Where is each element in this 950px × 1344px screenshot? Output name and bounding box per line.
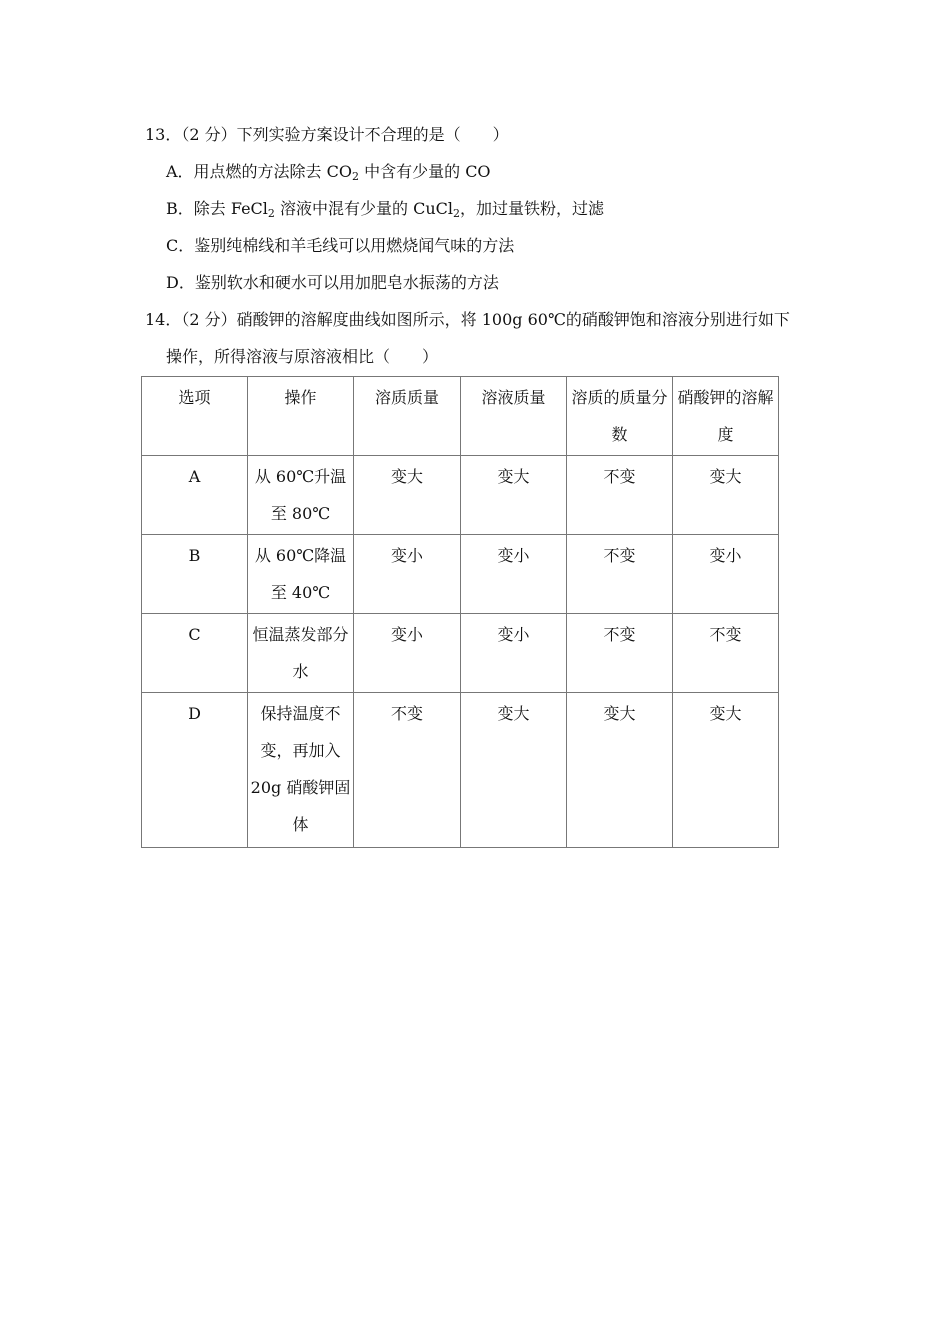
table-cell: 变大 xyxy=(673,693,779,848)
table-cell: 变大 xyxy=(673,456,779,535)
table-cell: 变小 xyxy=(461,535,567,614)
table-cell: 变大 xyxy=(461,456,567,535)
q13-stem: 13．（2 分）下列实验方案设计不合理的是（ ） xyxy=(145,125,509,144)
table-header-cell: 溶质的质量分数 xyxy=(567,377,673,456)
table-cell: 不变 xyxy=(567,614,673,693)
q13-option-c: C．鉴别纯棉线和羊毛线可以用燃烧闻气味的方法 xyxy=(166,236,515,255)
table-cell: 不变 xyxy=(673,614,779,693)
table-cell: 变小 xyxy=(354,535,461,614)
q13-option-a xyxy=(166,162,491,182)
table-row xyxy=(142,535,779,614)
table-cell: 不变 xyxy=(567,535,673,614)
table-row xyxy=(142,456,779,535)
q13-option-b-text: B．除去 FeCl xyxy=(166,199,268,218)
q14-stem-line-2: 操作，所得溶液与原溶液相比（ ） xyxy=(166,347,439,366)
table-cell: D xyxy=(142,693,248,848)
table-cell: 变大 xyxy=(354,456,461,535)
table-cell: 保持温度不变，再加入 20g 硝酸钾固体 xyxy=(248,693,354,848)
q13-option-a-text: A．用点燃的方法除去 CO xyxy=(166,162,353,181)
table-row xyxy=(142,614,779,693)
q13-option-b-subscript-2: 2 xyxy=(453,207,460,220)
table-cell: 变小 xyxy=(461,614,567,693)
q13-option-b xyxy=(166,199,604,219)
table-cell: C xyxy=(142,614,248,693)
table-header-cell: 选项 xyxy=(142,377,248,456)
table-header-cell: 硝酸钾的溶解度 xyxy=(673,377,779,456)
table-header-cell: 溶质质量 xyxy=(354,377,461,456)
table-cell: 不变 xyxy=(354,693,461,848)
q13-option-b-subscript-1: 2 xyxy=(267,207,275,220)
table-cell: 从 60℃降温至 40℃ xyxy=(248,535,354,614)
table-cell: 变小 xyxy=(673,535,779,614)
table-header-row xyxy=(142,377,779,456)
q13-option-d: D．鉴别软水和硬水可以用加肥皂水振荡的方法 xyxy=(166,273,499,292)
table-cell: A xyxy=(142,456,248,535)
q13-option-b-tail: ，加过量铁粉，过滤 xyxy=(460,199,605,218)
solubility-table xyxy=(141,376,779,848)
q13-option-a-tail: 中含有少量的 CO xyxy=(359,162,491,181)
q13-option-b-mid: 溶液中混有少量的 CuCl xyxy=(274,199,453,218)
table-row xyxy=(142,693,779,848)
table-cell: 恒温蒸发部分水 xyxy=(248,614,354,693)
table-cell: 从 60℃升温至 80℃ xyxy=(248,456,354,535)
q13-option-a-subscript: 2 xyxy=(352,170,360,183)
table-cell: 变小 xyxy=(354,614,461,693)
q14-stem-line-1: 14．（2 分）硝酸钾的溶解度曲线如图所示，将 100g 60℃的硝酸钾饱和溶液分别进行如下 xyxy=(145,310,790,329)
table-cell: 变大 xyxy=(461,693,567,848)
table-header-cell: 操作 xyxy=(248,377,354,456)
table-header-cell: 溶液质量 xyxy=(461,377,567,456)
table-cell: 变大 xyxy=(567,693,673,848)
table-cell: B xyxy=(142,535,248,614)
table-cell: 不变 xyxy=(567,456,673,535)
